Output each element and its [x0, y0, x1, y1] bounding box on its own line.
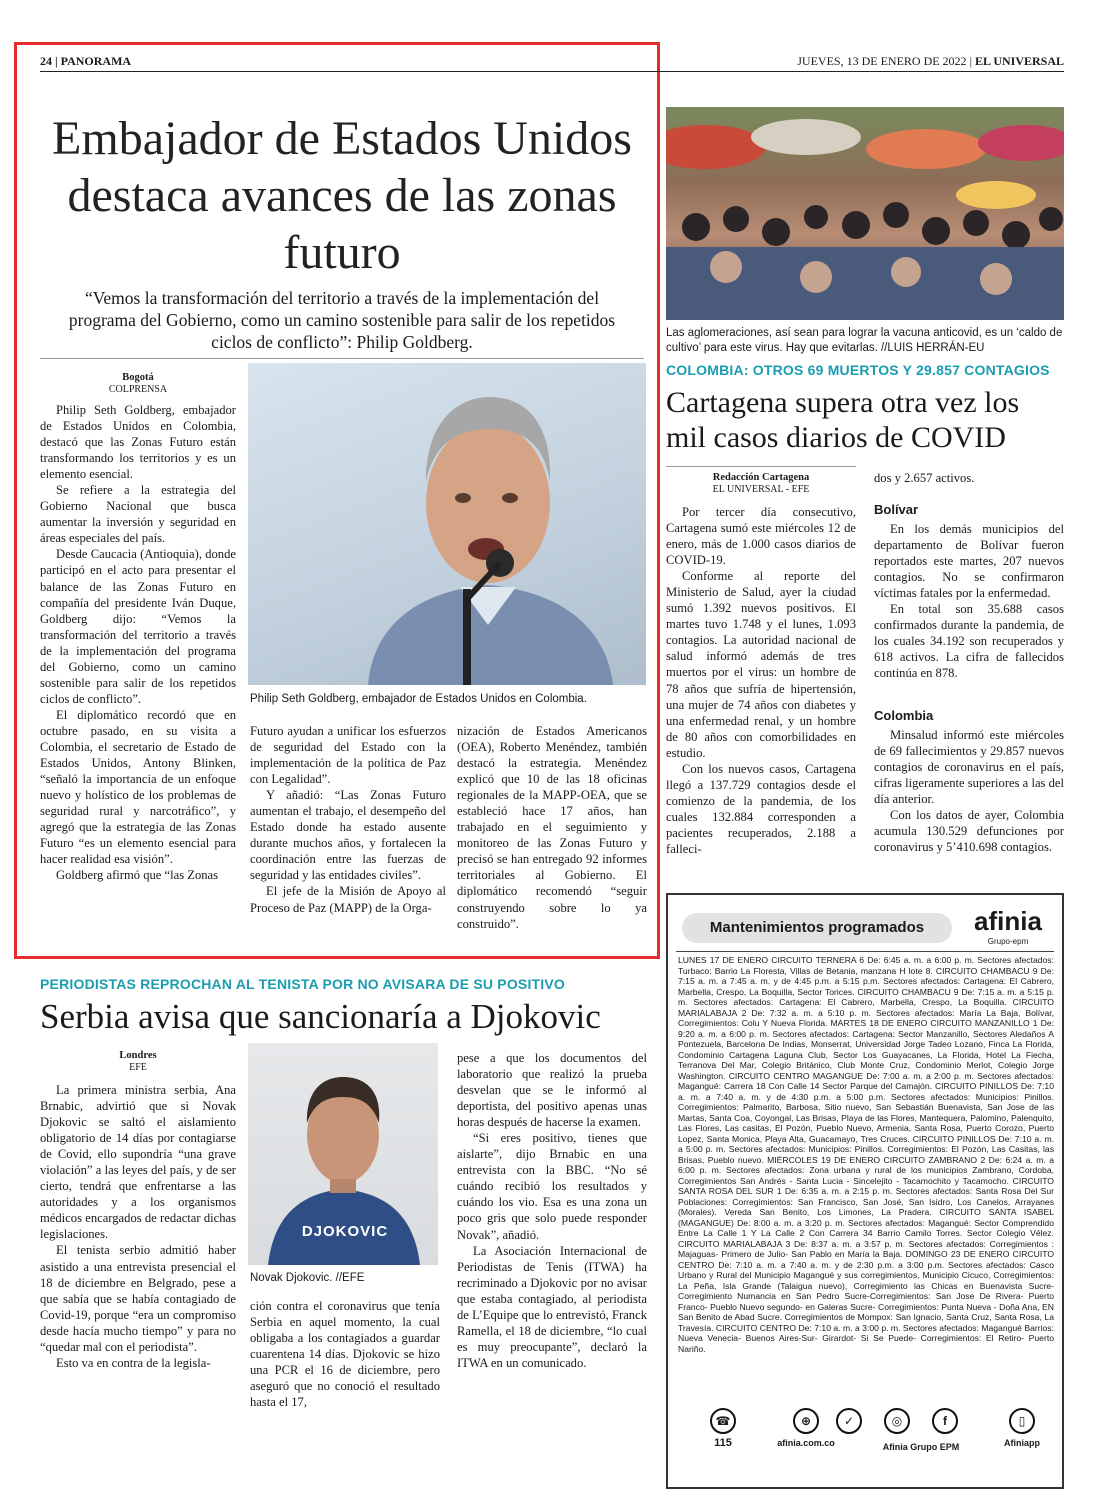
paragraph: “Si eres positivo, tienes que aislarte”, dijo Brnabic en una entrevista con la BBC. “No sé cuándo recibió los resultados y cuándo los vio. Esa es una zona un poco gris que solo puede responder Novak”, añadió.: [457, 1131, 647, 1242]
globe-icon: ⊕: [793, 1408, 819, 1434]
djokovic-col1: [40, 1082, 236, 1371]
facebook-icon[interactable]: f: [932, 1408, 958, 1434]
covid-col1: [666, 504, 856, 857]
main-col1: [40, 402, 236, 883]
paragraph: Esto va en contra de la legisla-: [56, 1355, 211, 1370]
afinia-logo-sub: Grupo-epm: [987, 937, 1029, 946]
twitter-icon[interactable]: ✓: [836, 1408, 862, 1434]
paragraph: Goldberg afirmó que “las Zonas: [56, 868, 219, 883]
maintenance-schedule: LUNES 17 DE ENERO CIRCUITO TERNERA 6 De: 6:45 a. m. a 6:00 p. m. Sectores afectados: Turbaco: Barrio La Floresta, Villas de Betania, manzana H lote 8. CIRCUITO CHAMBACU 9 De: 7:15 a. m. a 7:45 a. m. y de 4:45 p.m. a 5:15 p.m. Sectores afectados: Cartagena: El Cabrero, Marbella, Crespo, La Boquilla, Sector Torices. CIRCUITO CHAMBACU 9 De: 7:15 a. m. a 5:15 p. m. Sectores afectados: Cartagena: El Cabrero, Marbella, Crespo, La Boquilla. CIRCUITO MARIALABAJA 2 De: 7:32 a. m. a 5:10 p. m. Sectores afectados: María La Baja, Bolívar, Corregimientos: Colu Y Nueva Florida. MARTES 18 DE ENERO CIRCUITO MANZANILLO 1 De: 9:20 a. m. a 6:00 p. m. Sectores afectados: Cartagena: Sector Manzanillo, Sectores Aledaños A Pontezuela, Barcelona De Indias, Monserrat, Universidad Jorge Tadeo Lozano, Finca La Florida, Condominio Cartagena Laguna Club, Sector Los Guayacanes, La Florida, Hotel La Fiecha, Terranova Del Mar, Colegio Británico, Club Monte Cruz, Condominio Merlot, Colegio Jorge Washington. CIRCUITO CENTRO MAGANGUE De: 7:00 a. m. a 2:00 p. m. Sectores afectados: Magangué: Carrera 18 Con Calle 14 Sector Parque del Camajón. CIRCUITO PINILLOS De: 7:10 a. m. a 7:40 a. m. y de 4:30 p.m. a 5:00 p.m. Sectores afectados: Municipios: Pinillos. Corregimientos: Palmarito, Barbosa, Sitio nuevo, San Sebastián Buenavista, San Jose de las Martas, Santa Coa, Coyongal, Las Brisas, Playa de las Flores, Mantequera, Palomino, Palenquito, Las Flores, Las casitas, El Pozón, Pueblo Nuevo, Armenia, Santa Rosa, Puerto Corozo, Puerto Lopez, Santa Monica, Playa Alta, Guacamayo, Tres Cruces. CIRCUITO PINILLOS De: 7:10 a. m. a 5:00 p. m. Sectores afectados: Municipios: Pinillos. Corregimientos: El Pozón, Las Casitas, las Brisas, Pueblo nuevo. MIÉRCOLES 19 DE ENERO CIRCUITO ZAMBRANO 2 De: 6:24 a. m. a 6:00 p. m. Sectores afectados: Zona urbana y rural de los municipios Zambrano, Cordoba, Corregimientos San Andrés - Santa Lucia - Sincelejito - Tacamochito y Tacamocho. CIRCUITO SANTA ROSA DEL SUR 1 De: 6:35 a. m. a 2:15 p. m. Sectores afectados: Santa Rosa Del Sur Poblaciones: Corregimientos: San Francisco, San José, San Isidro, Los Canelos, Arrayanes (Morales). Vereda San Benito, Los Limones, La Pradera. CIRCUITO SANTA ISABEL (MAGANGUE) De: 8:00 a. m. a 3:20 p. m. Sectores afectados: Magangué: Sector Comprendido Entre La Calle 1 Y La Calle 2 Con Carrera 34 Barrio Camilo Torres. Sector Colegio Vélez. CIRCUITO MARIALABAJA 3 De: 8:37 a. m. a 3:57 p. m. Sectores afectados: Corregimientos : Majaguas- Primero de Julio- San Pablo en María la Baja. DOMINGO 23 DE ENERO CIRCUITO CENTRO De: 7:10 a. m. a 7:40 a. m. y de 2:30 p.m. a 3:00 p.m. Sectores afectados: Casco Urbano y Rural del Municipio Magangué y sus corregimientos, Municipio Cicuco, Corregimientos: La Peña, Isla Grande (Talaigua nuevo), Corregimiento las Chicas en Buenavista Sucre- Corregimiento Numancia en San Pedro Sucre-Corregimientos: San Jose De Rivera- Puerto Franco- Pueblo Nuevo segundo- en Galeras Sucre- Corregimientos: Punta Nueva - Doña Ana, EN San Benito de Abad Sucre. Corregimientos de Mompox: San Ignacio, Santa Cruz, Santa Rosa, La Travesía. CIRCUITO CENTRO De: 7:10 a. m. a 3:00 p. m. Sectores afectados: Magangué Barrios: Nueva Venecia- Buenos Aires-Sur- Girardot- Si Se Puede- Corregimientos: El Retiro- Puerto Nariño.: [678, 955, 1054, 1354]
paragraph: Con los datos de ayer, Colombia acumula 130.529 defunciones por coronavirus y 5’410.698 contagios.: [874, 808, 1064, 855]
afinia-logo: afinia: [974, 906, 1042, 936]
paragraph: La primera ministra serbia, Ana Brnabic, advirtió que si Novak Djokovic se saltó el aislamiento obligatorio de 14 días por contagiarse de Covid, ello supondría “una grave violación” a las leyes del país, y de ser cierto, tendrá que enfrentarse a las autoridades y a los organismos médicos encargados de redactar dichas legislaciones.: [40, 1083, 236, 1242]
paragraph: Philip Seth Goldberg, embajador de Estados Unidos en Colombia, destacó que las Zonas Futuro están transformando los territorios y es un elemento esencial.: [40, 403, 236, 482]
main-lede: “Vemos la transformación del territorio a través de la implementación del programa del Gobierno, como un camino sostenible para salir de los repetidos ciclos de conflicto”: Philip Goldberg.: [68, 288, 616, 352]
instagram-icon[interactable]: ◎: [884, 1408, 910, 1434]
main-dateline: Bogotá COLPRENSA: [108, 372, 168, 395]
paragraph: pese a que los documentos del laboratorio que realizó la prueba desvelan que se le informó al deportista, del positivo apenas unas horas después de hacerse la examen.: [457, 1051, 647, 1130]
paragraph: ción contra el coronavirus que tenía Serbia en aquel momento, la cual obligaba a los contagiados a guardar cuarentena 14 días. Djokovic se hizo una PCR el 16 de diciembre, pero aseguró que no conoció el resultado hasta el 17,: [250, 1299, 440, 1410]
ad-rule: [676, 951, 1054, 952]
ad-footer-app: Afiniapp: [1004, 1438, 1040, 1448]
ad-footer-phone-group: [710, 1408, 736, 1449]
paragraph: La Asociación Internacional de Periodistas de Tenis (ITWA) ha recriminado a Djokovic por no avisar que estaba contagiado, al periodista de L’Equipe que lo entrevistó, Franck Ramella, el 18 de diciembre, “lo cual es muy preocupante”, declaró la ITWA en un comunicado.: [457, 1243, 647, 1370]
ad-footer: [676, 1400, 1056, 1478]
paragraph: Se refiere a la estrategia del Gobierno Nacional que busca aumentar la inversión y seguridad en áreas especiales del país.: [40, 483, 236, 546]
social-icons: [836, 1408, 958, 1434]
colombia-text: [874, 727, 1064, 855]
paragraph: En los demás municipios del departamento de Bolívar fueron reportados este martes, 207 nuevos contagios. No se confirmaron víctimas fatales por la enfermedad.: [874, 522, 1064, 601]
page-header-right: JUEVES, 13 DE ENERO DE 2022 | EL UNIVERSAL: [797, 54, 1064, 68]
djokovic-col3: [457, 1050, 647, 1371]
paragraph: El tenista serbio admitió haber asistido a una entrevista presencial el 18 de diciembre en Belgrado, pese a que sabía que se había contagiado de Covid-19, porque “era un compromiso desde hacía mucho tiempo” y para no “quedar mal con el periodista”.: [40, 1243, 236, 1354]
ad-footer-social: Afinia Grupo EPM: [882, 1442, 960, 1452]
djokovic-photo: [248, 1043, 438, 1265]
ad-footer-web[interactable]: afinia.com.co: [777, 1438, 835, 1448]
djokovic-shirt-text: DJOKOVIC: [301, 1223, 389, 1240]
paragraph: Desde Caucacia (Antioquia), donde participó en el acto para presentar el balance de las Zonas Futuro en compañía del presidente Iván Duque, Goldberg dijo: “Vemos la transformación del territorio a través de la implementación del programa del Gobierno, como un camino sostenible para salir de los repetidos ciclos de conflicto”.: [40, 547, 236, 706]
app-icon: ▯: [1009, 1408, 1035, 1434]
crowd-photo: [666, 107, 1064, 320]
goldberg-photo: [248, 363, 646, 685]
paragraph: Con los nuevos casos, Cartagena llegó a 137.729 contagios desde el comienzo de la pandemia, de los cuales 132.884 corresponden a pacientes recuperados, 2.188 a falleci-: [666, 761, 856, 856]
main-col3: [457, 723, 647, 932]
paragraph: Futuro ayudan a unificar los esfuerzos de seguridad del Estado con la implementación de la política de Paz con Legalidad”.: [250, 724, 446, 787]
djokovic-col2: [250, 1298, 440, 1410]
ad-title: Mantenimientos programados: [682, 913, 952, 943]
headset-icon: ☎: [710, 1408, 736, 1434]
goldberg-caption: Philip Seth Goldberg, embajador de Estados Unidos en Colombia.: [250, 693, 587, 705]
main-col2: [250, 723, 446, 916]
paragraph: En total son 35.688 casos confirmados durante la pandemia, de los cuales 34.192 son recuperados y 618 activos. La cifra de fallecidos continúa en 878.: [874, 602, 1064, 681]
paragraph: Conforme al reporte del Ministerio de Salud, ayer la ciudad sumó 1.392 nuevos positivos. El martes tuvo 1.748 y el lunes, 1.093 contagios. La autoridad nacional de salud informó además de tres muertos por el virus: un hombre de 78 años que sufría de hipertensión, una mujer de 74 años con diabetes y una enfermedad renal, y un hombre de 80 años con comorbilidades en estudio.: [666, 569, 856, 760]
covid-dateline: Redacción Cartagena EL UNIVERSAL - EFE: [712, 472, 810, 495]
main-headline: Embajador de Estados Unidos destaca avances de las zonas futuro: [52, 112, 632, 279]
djokovic-headline: Serbia avisa que sancionaría a Djokovic: [40, 997, 601, 1036]
paragraph: Minsalud informó este miércoles de 69 fallecimientos y 29.857 nuevos contagios de coronavirus en el país, cifras ligeramente superiores a las del día anterior.: [874, 728, 1064, 807]
subhead-bolivar: Bolívar: [874, 502, 919, 517]
paragraph: Y añadió: “Las Zonas Futuro aumentan el trabajo, el desempeño del Estado donde ha estado ausente durante muchos años, y fortalecen la coordinación entre las fuerzas de seguridad y las entidades civiles”.: [250, 788, 446, 883]
djokovic-dateline: Londres EFE: [119, 1050, 157, 1073]
page-header-left: 24 | PANORAMA: [40, 54, 132, 68]
bolivar-text: [874, 521, 1064, 681]
paragraph: Por tercer día consecutivo, Cartagena sumó este miércoles 12 de enero, más de 1.000 casos diarios de COVID-19.: [666, 505, 856, 568]
afinia-ad: [666, 893, 1064, 1489]
djokovic-caption: Novak Djokovic. //EFE: [250, 1272, 365, 1284]
covid-col2-start: dos y 2.657 activos.: [874, 471, 975, 485]
ad-footer-phone: 115: [714, 1437, 732, 1449]
paragraph: El diplomático recordó que en octubre pasado, en su visita a Colombia, el secretario de Estado de Estados Unidos, Antony Blinken, “señaló la importancia de un enfoque nuevo y holístico de los problemas de seguridad rural y narcotráfico”, y agregó que la estrategia de las Zonas Futuro “es un elemento esencial para hacer realidad esa visión”.: [40, 707, 236, 867]
crowd-caption: Las aglomeraciones, así sean para lograr la vacuna anticovid, es un ‘caldo de cultivo’ para este virus. Hay que evitarlas. //LUIS HERRÁN-EU: [666, 327, 1063, 354]
subhead-colombia: Colombia: [874, 708, 934, 723]
paragraph: El jefe de la Misión de Apoyo al Proceso de Paz (MAPP) de la Orga-: [250, 884, 446, 915]
covid-headline: Cartagena supera otra vez los mil casos diarios de COVID: [666, 386, 1020, 454]
covid-rule: [666, 466, 856, 467]
djokovic-kicker: PERIODISTAS REPROCHAN AL TENISTA POR NO AVISARA DE SU POSITIVO: [40, 976, 566, 992]
ad-footer-app-group[interactable]: [994, 1408, 1050, 1448]
covid-kicker: COLOMBIA: OTROS 69 MUERTOS Y 29.857 CONTAGIOS: [666, 362, 1050, 378]
header-rule: [40, 71, 1064, 72]
ad-footer-web-group[interactable]: [766, 1408, 846, 1448]
lede-rule: [40, 358, 644, 359]
paragraph: nización de Estados Americanos (OEA), Roberto Menéndez, también destacó la estrategia. Menéndez explicó que 10 de las 18 oficinas regionales de la MAPP-OEA, que se estableció hace 17 años, han trabajado en el seguimiento y monitoreo de las Zonas Futuro y precisó se han entregado 92 informes territoriales al Gobierno. El diplomático recomendó “seguir construyendo sobre lo ya construido”.: [457, 724, 647, 931]
